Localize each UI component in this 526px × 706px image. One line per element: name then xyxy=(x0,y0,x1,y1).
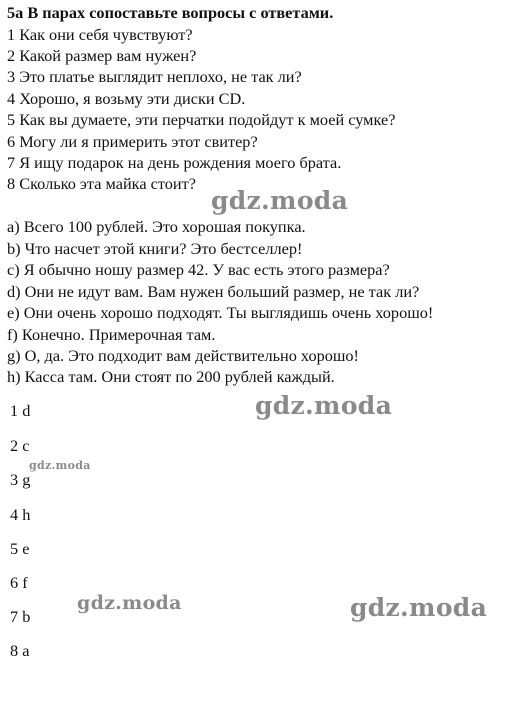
response-f: f) Конечно. Примерочная там. xyxy=(7,325,216,344)
answer-8: 8 a xyxy=(10,641,30,660)
answer-7: 7 b xyxy=(10,607,31,626)
question-7: 7 Я ищу подарок на день рождения моего брата. xyxy=(7,153,342,172)
question-3: 3 Это платье выглядит неплохо, не так ли? xyxy=(7,67,302,86)
response-b: b) Что насчет этой книги? Это бестселлер! xyxy=(7,239,303,258)
answer-4: 4 h xyxy=(10,505,31,524)
question-2: 2 Какой размер вам нужен? xyxy=(7,46,197,65)
answer-6: 6 f xyxy=(10,573,28,592)
question-1: 1 Как они себя чувствуют? xyxy=(7,25,193,44)
watermark-top: gdz.moda xyxy=(211,186,349,215)
watermark-bottom-right: gdz.moda xyxy=(350,593,488,622)
response-e: e) Они очень хорошо подходят. Ты выглядишь очень хорошо! xyxy=(7,303,434,322)
question-6: 6 Могу ли я примерить этот свитер? xyxy=(7,132,258,151)
answer-5: 5 e xyxy=(10,539,30,558)
question-5: 5 Как вы думаете, эти перчатки подойдут к моей сумке? xyxy=(7,110,396,129)
watermark-middle: gdz.moda xyxy=(255,391,393,420)
question-8: 8 Сколько эта майка стоит? xyxy=(7,174,196,193)
question-4: 4 Хорошо, я возьму эти диски CD. xyxy=(7,89,246,108)
exercise-title: 5a В парах сопоставьте вопросы с ответами. xyxy=(7,3,334,22)
answer-2: 2 c xyxy=(10,436,30,455)
response-d: d) Они не идут вам. Вам нужен больший размер, не так ли? xyxy=(7,282,420,301)
answer-3: 3 g xyxy=(10,470,31,489)
response-g: g) О, да. Это подходит вам действительно хорошо! xyxy=(7,346,359,365)
response-c: c) Я обычно ношу размер 42. У вас есть этого размера? xyxy=(7,260,390,279)
response-a: a) Всего 100 рублей. Это хорошая покупка. xyxy=(7,217,306,236)
answer-1: 1 d xyxy=(10,401,31,420)
watermark-small: gdz.moda xyxy=(29,459,91,472)
watermark-bottom-left: gdz.moda xyxy=(77,592,182,614)
response-h: h) Касса там. Они стоят по 200 рублей каждый. xyxy=(7,367,335,386)
